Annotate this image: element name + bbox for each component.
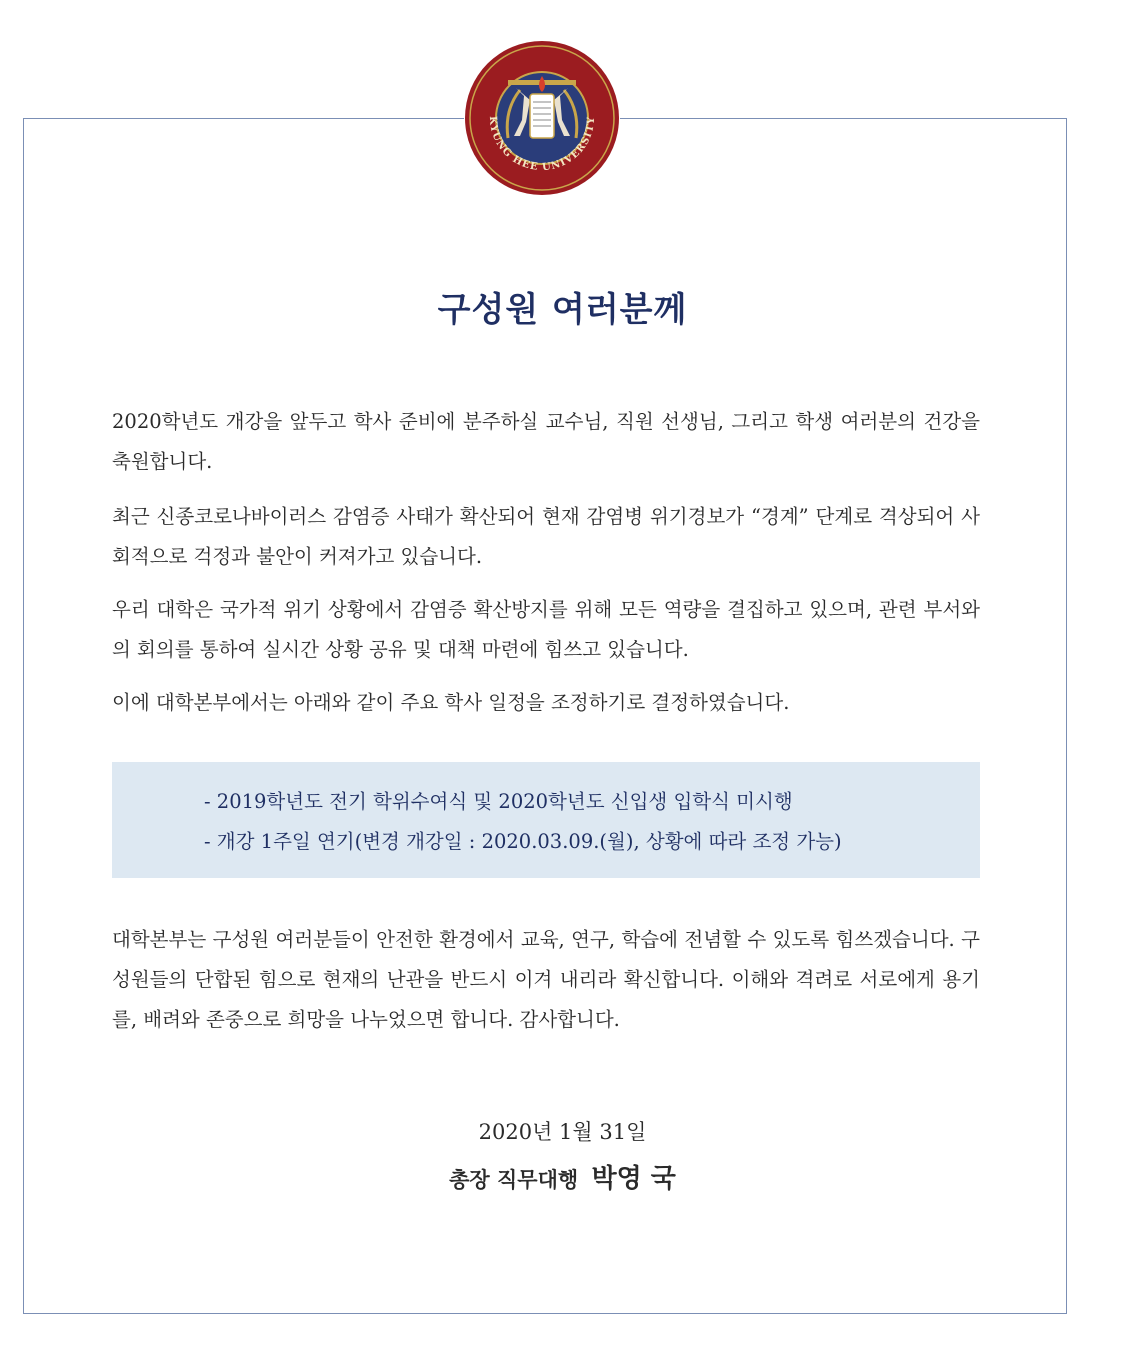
- notice-item-ceremony: - 2019학년도 전기 학위수여식 및 2020학년도 신입생 입학식 미시행: [204, 790, 793, 813]
- paragraph-response: 우리 대학은 국가적 위기 상황에서 감염증 확산방지를 위해 모든 역량을 결집하고 있으며, 관련 부서와의 회의를 통하여 실시간 상황 공유 및 대책 마련에 힘쓰고 있습니다.: [112, 598, 980, 661]
- notice-item-postpone: - 개강 1주일 연기(변경 개강일 : 2020.03.09.(월), 상황에 따라 조정 가능): [204, 830, 842, 853]
- letter-title: 구성원 여러분께: [437, 290, 688, 330]
- paragraph-closing: 대학본부는 구성원 여러분들이 안전한 환경에서 교육, 연구, 학습에 전념할 수 있도록 힘쓰겠습니다. 구성원들의 단합된 힘으로 현재의 난관을 반드시 이겨 내리라 확신합니다. 이해와 격려로 서로에게 용기를, 배려와 존중으로 희망을 나누었으면 합니다. 감사합니다.: [112, 928, 980, 1031]
- seal-ring-text: KYUNG HEE UNIVERSITY: [486, 115, 598, 174]
- paragraph-situation: 최근 신종코로나바이러스 감염증 사태가 확산되어 현재 감염병 위기경보가 “경계” 단계로 격상되어 사회적으로 걱정과 불안이 커져가고 있습니다.: [112, 505, 980, 568]
- university-seal-icon: [464, 40, 620, 196]
- signer-title: 총장 직무대행: [449, 1167, 579, 1192]
- letter-date: 2020년 1월 31일: [478, 1120, 647, 1144]
- paragraph-decision: 이에 대학본부에서는 아래와 같이 주요 학사 일정을 조정하기로 결정하였습니다.: [112, 691, 790, 714]
- signature-block: [0, 1158, 1125, 1195]
- schedule-notice-box: [112, 762, 980, 878]
- signer-name: 박영 국: [591, 1164, 676, 1194]
- paragraph-greeting: 2020학년도 개강을 앞두고 학사 준비에 분주하실 교수님, 직원 선생님, 그리고 학생 여러분의 건강을 축원합니다.: [112, 410, 980, 473]
